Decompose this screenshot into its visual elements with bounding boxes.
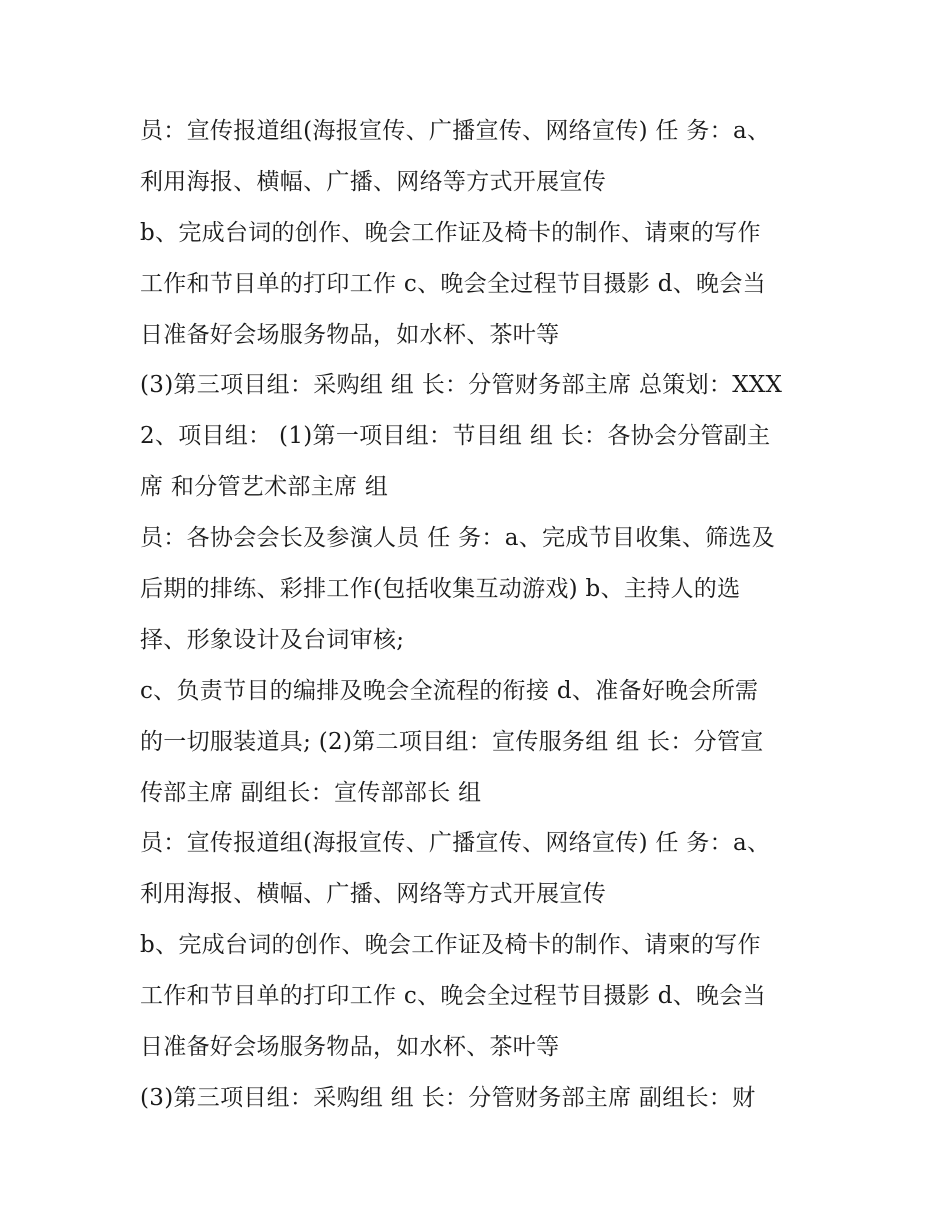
text-line: 择、形象设计及台词审核; [140,626,405,653]
text-line: 员：宣传报道组(海报宣传、广播宣传、网络宣传) 任 务：a、 [140,830,771,857]
text-line: (3)第三项目组：采购组 组 长：分管财务部主席 副组长：财 [140,1084,756,1111]
text-line: 工作和节目单的打印工作 c、晚会全过程节目摄影 d、晚会当 [140,270,766,297]
text-line: 日准备好会场服务物品，如水杯、茶叶等 [140,321,560,348]
text-line: 利用海报、横幅、广播、网络等方式开展宣传 [140,168,606,195]
text-line: 员：各协会会长及参演人员 任 务：a、完成节目收集、筛选及 [140,525,776,552]
text-line: 传部主席 副组长：宣传部部长 组 [140,779,482,806]
text-line: c、负责节目的编排及晚会全流程的衔接 d、准备好晚会所需 [140,677,759,704]
text-line: 席 和分管艺术部主席 组 [140,474,389,501]
text-line: b、完成台词的创作、晚会工作证及椅卡的制作、请柬的写作 [140,932,761,959]
text-line: 2、项目组： (1)第一项目组：节目组 组 长：各协会分管副主 [140,423,771,450]
text-line: 员：宣传报道组(海报宣传、广播宣传、网络宣传) 任 务：a、 [140,118,771,144]
text-line: 的一切服装道具; (2)第二项目组：宣传服务组 组 长：分管宣 [140,728,764,755]
text-line: (3)第三项目组：采购组 组 长：分管财务部主席 总策划：XXX [140,372,783,399]
document-body [140,106,830,1124]
text-line: 日准备好会场服务物品，如水杯、茶叶等 [140,1034,560,1061]
text-line: 工作和节目单的打印工作 c、晚会全过程节目摄影 d、晚会当 [140,983,766,1010]
text-line: 后期的排练、彩排工作(包括收集互动游戏) b、主持人的选 [140,576,741,603]
text-line: 利用海报、横幅、广播、网络等方式开展宣传 [140,881,606,908]
text-line: b、完成台词的创作、晚会工作证及椅卡的制作、请柬的写作 [140,219,761,246]
